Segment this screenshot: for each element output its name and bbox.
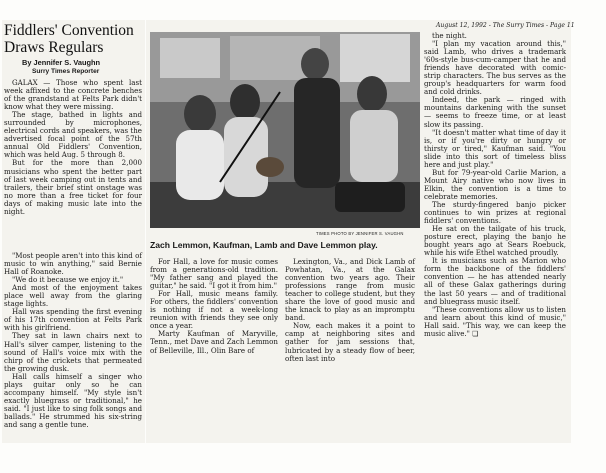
paragraph: "Most people aren't into this kind of music to win anything," said Bernie Hall of Roanoke. [4,251,142,277]
column-c [285,258,415,363]
paragraph: Hall was spending the first evening of his 17th convention at Felts Park with his girlfriend. [4,307,142,333]
paragraph: For Hall, music means family. For others, the fiddlers' convention is nothing if not a week-long reunion with friends they see only once a year. [150,289,278,331]
photo-caption: Zach Lemmon, Kaufman, Lamb and Dave Lemmon play. [150,240,378,250]
photo-credit: TIMES PHOTO BY JENNIFER S. VAUGHN [316,231,404,236]
paragraph: GALAX — Those who spent last week affixed to the concrete benches of the grandstand at Felts Park didn't know what they were missing. [4,78,142,112]
headline-line-2: Draws Regulars [4,39,104,56]
reporter-title: Surry Times Reporter [32,68,100,75]
byline: By Jennifer S. Vaughn [22,58,101,67]
photo-image [150,32,420,228]
paragraph: Marty Kaufman of Maryville, Tenn., met Dave and Zach Lemmon of Belleville, Ill., Olin Bare of [150,329,278,355]
paragraph: They sat in lawn chairs next to Hall's silver camper, listening to the sound of Hall's voice mix with the chirp of the crickets that permeated the growing dusk. [4,331,142,373]
paragraph: "It doesn't matter what time of day it is, or if you're dirty or hungry or thirsty or tired," Kaufman said. "You slide into this sort of timeless bliss here and just play." [424,127,566,169]
column-d [424,32,566,338]
musicians-photo [150,32,420,228]
paragraph: the night. [432,31,467,40]
paragraph: Hall calls himself a singer who plays guitar only so he can accompany himself. "My style isn't exactly bluegrass or traditional," he said. "I just like to sing folk songs and ballads." He strummed his six-string and sang a gentle tune. [4,371,142,429]
paragraph: And most of the enjoyment takes place well away from the glaring stage lights. [4,283,142,309]
paragraph: For Hall, a love for music comes from a generations-old tradition. "My father sang and played the guitar," he said. "I got it from him." [150,257,278,291]
paragraph: It is musicians such as Marion who form the backbone of the fiddlers' convention — he has attended nearly all of these Galax gatherings during the last 50 years — and of traditional and bluegrass music itself. [424,256,566,306]
paragraph: Lexington, Va., and Dick Lamb of Powhatan, Va., at the Galax convention two years ago. Their professions range from music teacher to college student, but they share the love of good music and the knack to play as an impromptu band. [285,257,415,323]
paragraph: He sat on the tailgate of his truck, posture erect, playing the banjo he bought years ago at Sears Roebuck, while his wife Ethel watched proudly. [424,224,566,258]
paragraph: "I plan my vacation around this," said Lamb, who drives a trademark '60s-style bus-cum-camper that he and friends have decorated with comic-strip characters. The bus serves as the group's headquarters for warm food and cold drinks. [424,39,566,97]
column-a-bottom [4,252,142,429]
page-folio: August 12, 1992 - The Surry Times - Page 11 [436,22,575,29]
paragraph: But for the more than 2,000 musicians who spent the better part of last week camping out in tents and trailers, their brief stint onstage was no more than a free ticket for four days of making music late into the night. [4,158,142,216]
paragraph: "These conventions allow us to listen and learn about this kind of music," Hall said. "This way, we can keep the music alive." ❏ [424,304,566,338]
paragraph: Now, each makes it a point to camp at neighboring sites and gather for jam sessions that, lubricated by a steady flow of beer, often last into [285,321,415,363]
paragraph: The sturdy-fingered banjo picker continues to win prizes at regional fiddlers' conventions. [424,199,566,226]
paragraph: But for 79-year-old Carlie Marion, a Mount Airy native who now lives in Elkin, the convention is a time to celebrate memories. [424,167,566,201]
headline-line-1: Fiddlers' Convention [4,22,134,39]
headline [4,22,144,56]
paragraph: Indeed, the park — ringed with mountains darkening with the sunset — seems to freeze time, or at least slow its passing. [424,95,566,129]
column-a-top [4,79,142,216]
column-b [150,258,278,355]
paragraph: The stage, bathed in lights and surrounded by microphones, electrical cords and speakers, was the advertised focal point of the 57th annual Old Fiddlers' Convention, which was held Aug. 5 through 8. [4,110,142,160]
paragraph: "We do it because we enjoy it." [12,275,124,285]
